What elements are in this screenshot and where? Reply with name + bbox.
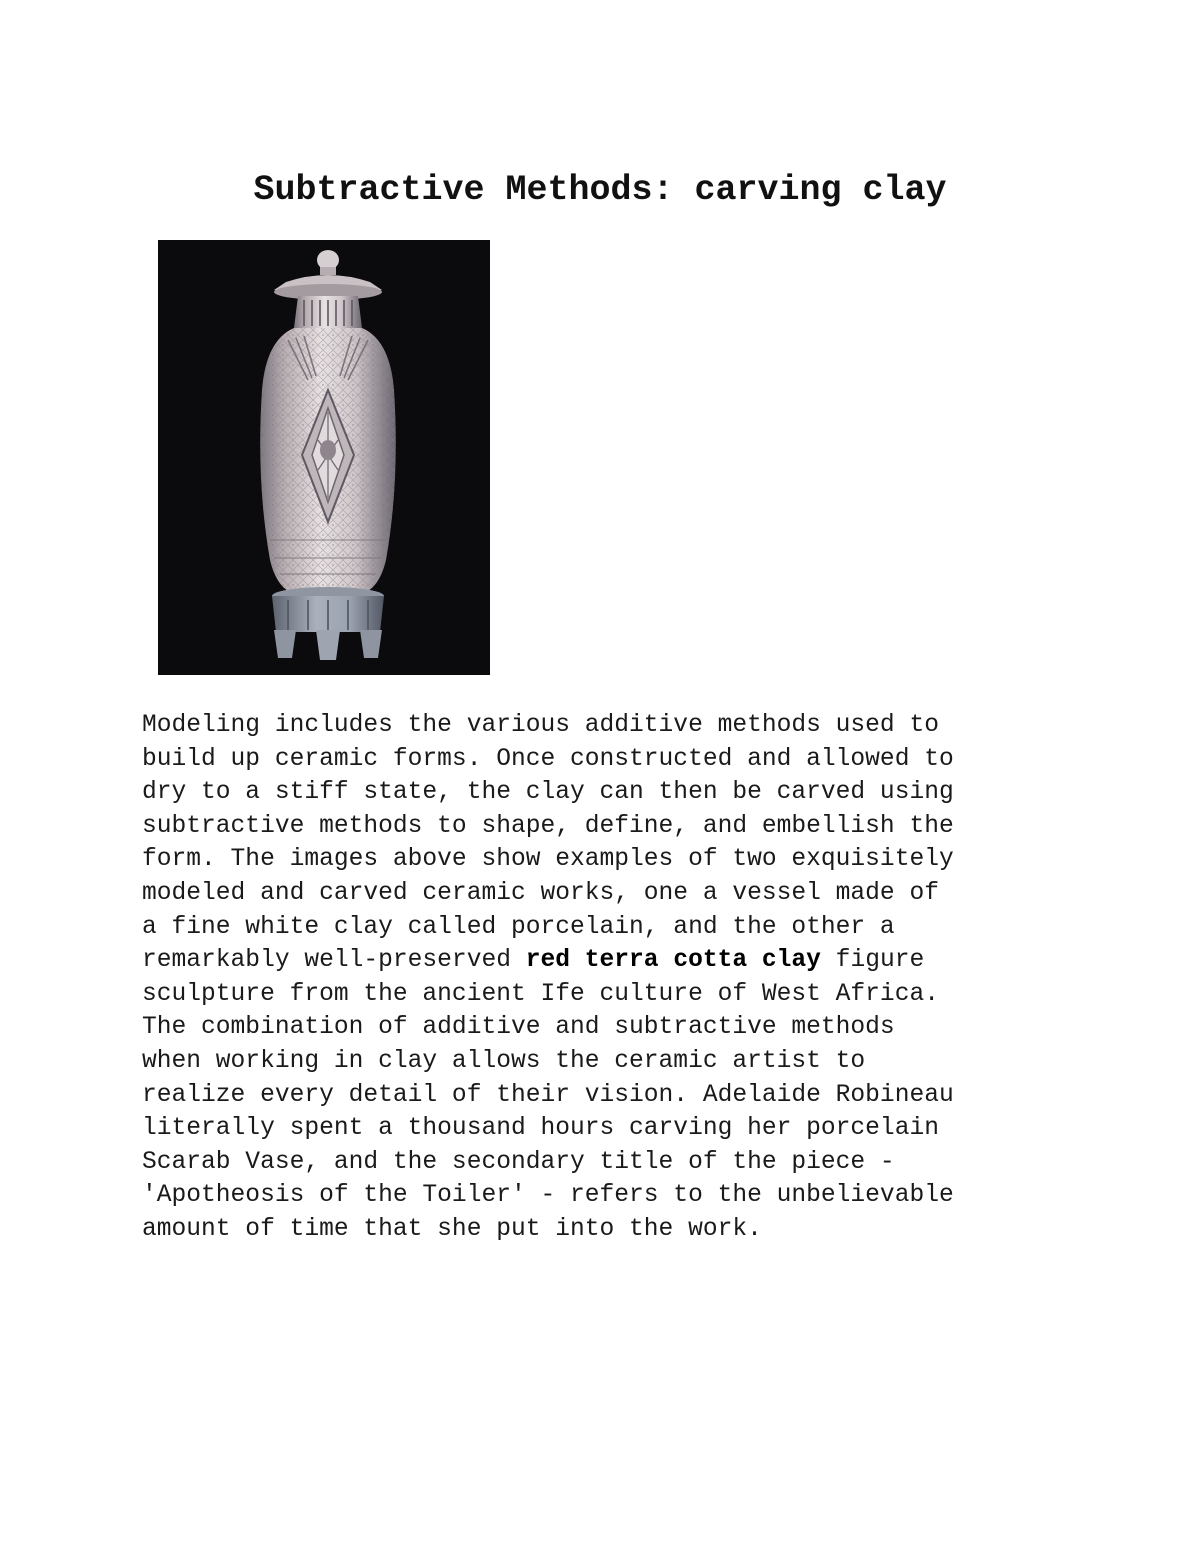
text-line: subtractive methods to shape, define, and embellish the [142, 812, 954, 840]
vase-illustration [158, 240, 490, 675]
text-line: dry to a stiff state, the clay can then be carved using [142, 779, 954, 807]
body-paragraph [142, 709, 1062, 1247]
text-line: Modeling includes the various additive methods used to [142, 712, 939, 739]
text-line: remarkably well-preserved [142, 947, 526, 975]
text-line: figure [820, 947, 925, 975]
text-line: modeled and carved ceramic works, one a vessel made of [142, 879, 939, 907]
text-line: 'Apotheosis of the Toiler' - refers to the unbelievable [142, 1182, 954, 1210]
text-line: a fine white clay called porcelain, and the other a [142, 913, 895, 941]
bold-phrase: red terra cotta clay [525, 947, 821, 975]
vase-photo [158, 240, 490, 675]
text-line: sculpture from the ancient Ife culture of West Africa. [142, 980, 939, 1008]
text-line: The combination of additive and subtractive methods [142, 1014, 895, 1042]
text-line: build up ceramic forms. Once constructed and allowed to [142, 745, 954, 773]
text-line: form. The images above show examples of two exquisitely [142, 846, 954, 874]
page-title: Subtractive Methods: carving clay [253, 170, 947, 210]
text-line: Scarab Vase, and the secondary title of the piece - [142, 1148, 895, 1176]
text-line: literally spent a thousand hours carving her porcelain [142, 1115, 939, 1143]
text-line: when working in clay allows the ceramic artist to [142, 1047, 866, 1075]
text-line: realize every detail of their vision. Adelaide Robineau [142, 1081, 954, 1109]
text-line: amount of time that she put into the work. [142, 1215, 762, 1243]
